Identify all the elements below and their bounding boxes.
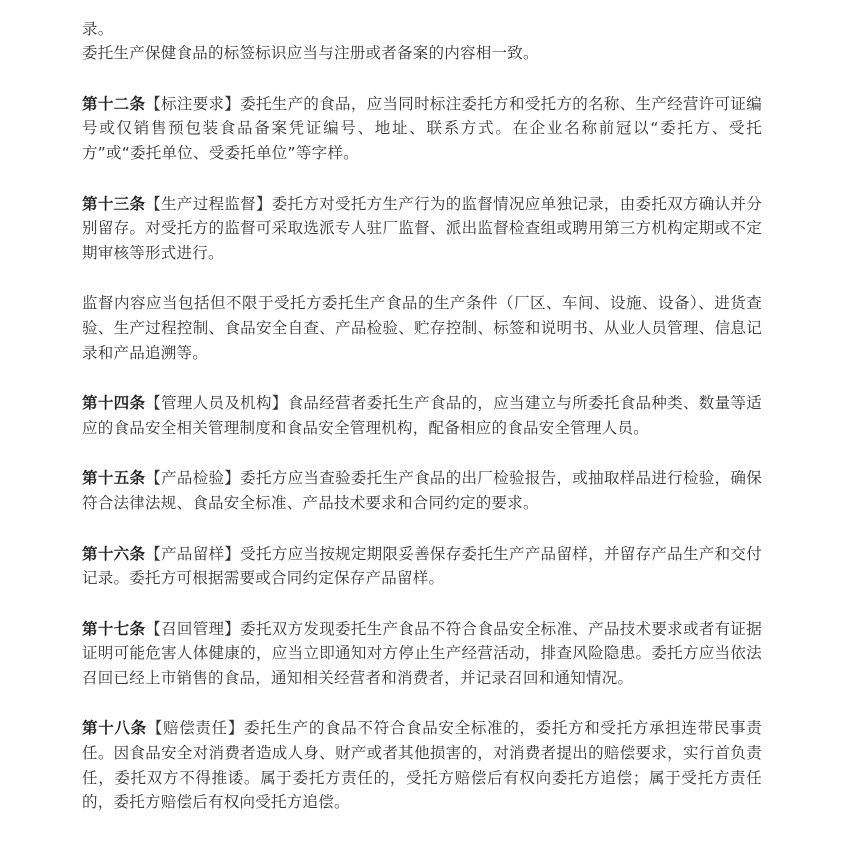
article-tag: 【产品检验】 xyxy=(145,469,241,488)
article-text: 委托双方发现委托生产食品不符合食品安全标准、产品技术要求或者有证据证明可能危害人体健康的，应当立即通知对方停止生产经营活动，排查风险隐患。委托方应当依法召回已经上市销售的食品，通知相关经营者和消费者，并记录召回和通知情况。 xyxy=(82,619,762,687)
paragraph-intro xyxy=(82,0,762,66)
article-15 xyxy=(82,466,762,515)
article-number: 第十八条 xyxy=(82,719,147,738)
article-number: 第十六条 xyxy=(82,544,146,563)
article-number: 第十五条 xyxy=(82,469,146,488)
article-number: 第十三条 xyxy=(82,194,146,213)
article-tag: 【产品留样】 xyxy=(145,544,241,563)
article-tag: 【赔偿责任】 xyxy=(146,719,245,738)
article-number: 第十四条 xyxy=(82,394,146,413)
article-17 xyxy=(82,617,762,691)
article-tag: 【生产过程监督】 xyxy=(145,194,272,213)
article-tag: 【管理人员及机构】 xyxy=(145,394,288,413)
article-13-continued xyxy=(82,291,762,365)
article-text: 委托方对受托方生产行为的监督情况应单独记录，由委托双方确认并分别留存。对受托方的监督可采取选派专人驻厂监督、派出监督检查组或聘用第三方机构定期或不定期审核等形式进行。 xyxy=(82,194,762,262)
article-text: 委托生产的食品不符合食品安全标准的，委托方和受托方承担连带民事责任。因食品安全对消费者造成人身、财产或者其他损害的，对消费者提出的赔偿要求，实行首负责任，委托双方不得推诿。属于委托方责任的，受托方赔偿后有权向委托方追偿；属于受托方责任的，委托方赔偿后有权向受托方追偿。 xyxy=(82,719,762,812)
article-13 xyxy=(82,192,762,266)
article-text: 食品经营者委托生产食品的，应当建立与所委托食品种类、数量等适应的食品安全相关管理制度和食品安全管理机构，配备相应的食品安全管理人员。 xyxy=(82,394,762,437)
article-tag: 【标注要求】 xyxy=(145,94,241,113)
article-16 xyxy=(82,542,762,591)
article-14 xyxy=(82,391,762,440)
article-18 xyxy=(82,716,762,814)
article-number: 第十二条 xyxy=(82,94,146,113)
article-number: 第十七条 xyxy=(82,619,146,638)
article-text: 受托方应当按规定期限妥善保存委托生产产品留样，并留存产品生产和交付记录。委托方可根据需要或合同约定保存产品留样。 xyxy=(82,544,762,588)
article-text: 委托生产的食品，应当同时标注委托方和受托方的名称、生产经营许可证编号或仅销售预包装食品备案凭证编号、地址、联系方式。在企业名称前冠以“委托方、受托方”或“委托单位、受委托单位”等字样。 xyxy=(82,94,762,162)
article-text: 委托方应当查验委托生产食品的出厂检验报告，或抽取样品进行检验，确保符合法律法规、食品安全标准、产品技术要求和合同约定的要求。 xyxy=(82,469,762,512)
article-12 xyxy=(82,92,762,166)
document-body xyxy=(82,0,762,841)
article-tag: 【召回管理】 xyxy=(145,619,241,638)
paragraph-text: 录。 委托生产保健食品的标签标识应当与注册或者备案的内容相一致。 xyxy=(82,19,539,63)
paragraph-text: 监督内容应当包括但不限于受托方委托生产食品的生产条件（厂区、车间、设施、设备）、进货查验、生产过程控制、食品安全自查、产品检验、贮存控制、标签和说明书、从业人员管理、信息记录和产品追溯等。 xyxy=(82,294,762,362)
